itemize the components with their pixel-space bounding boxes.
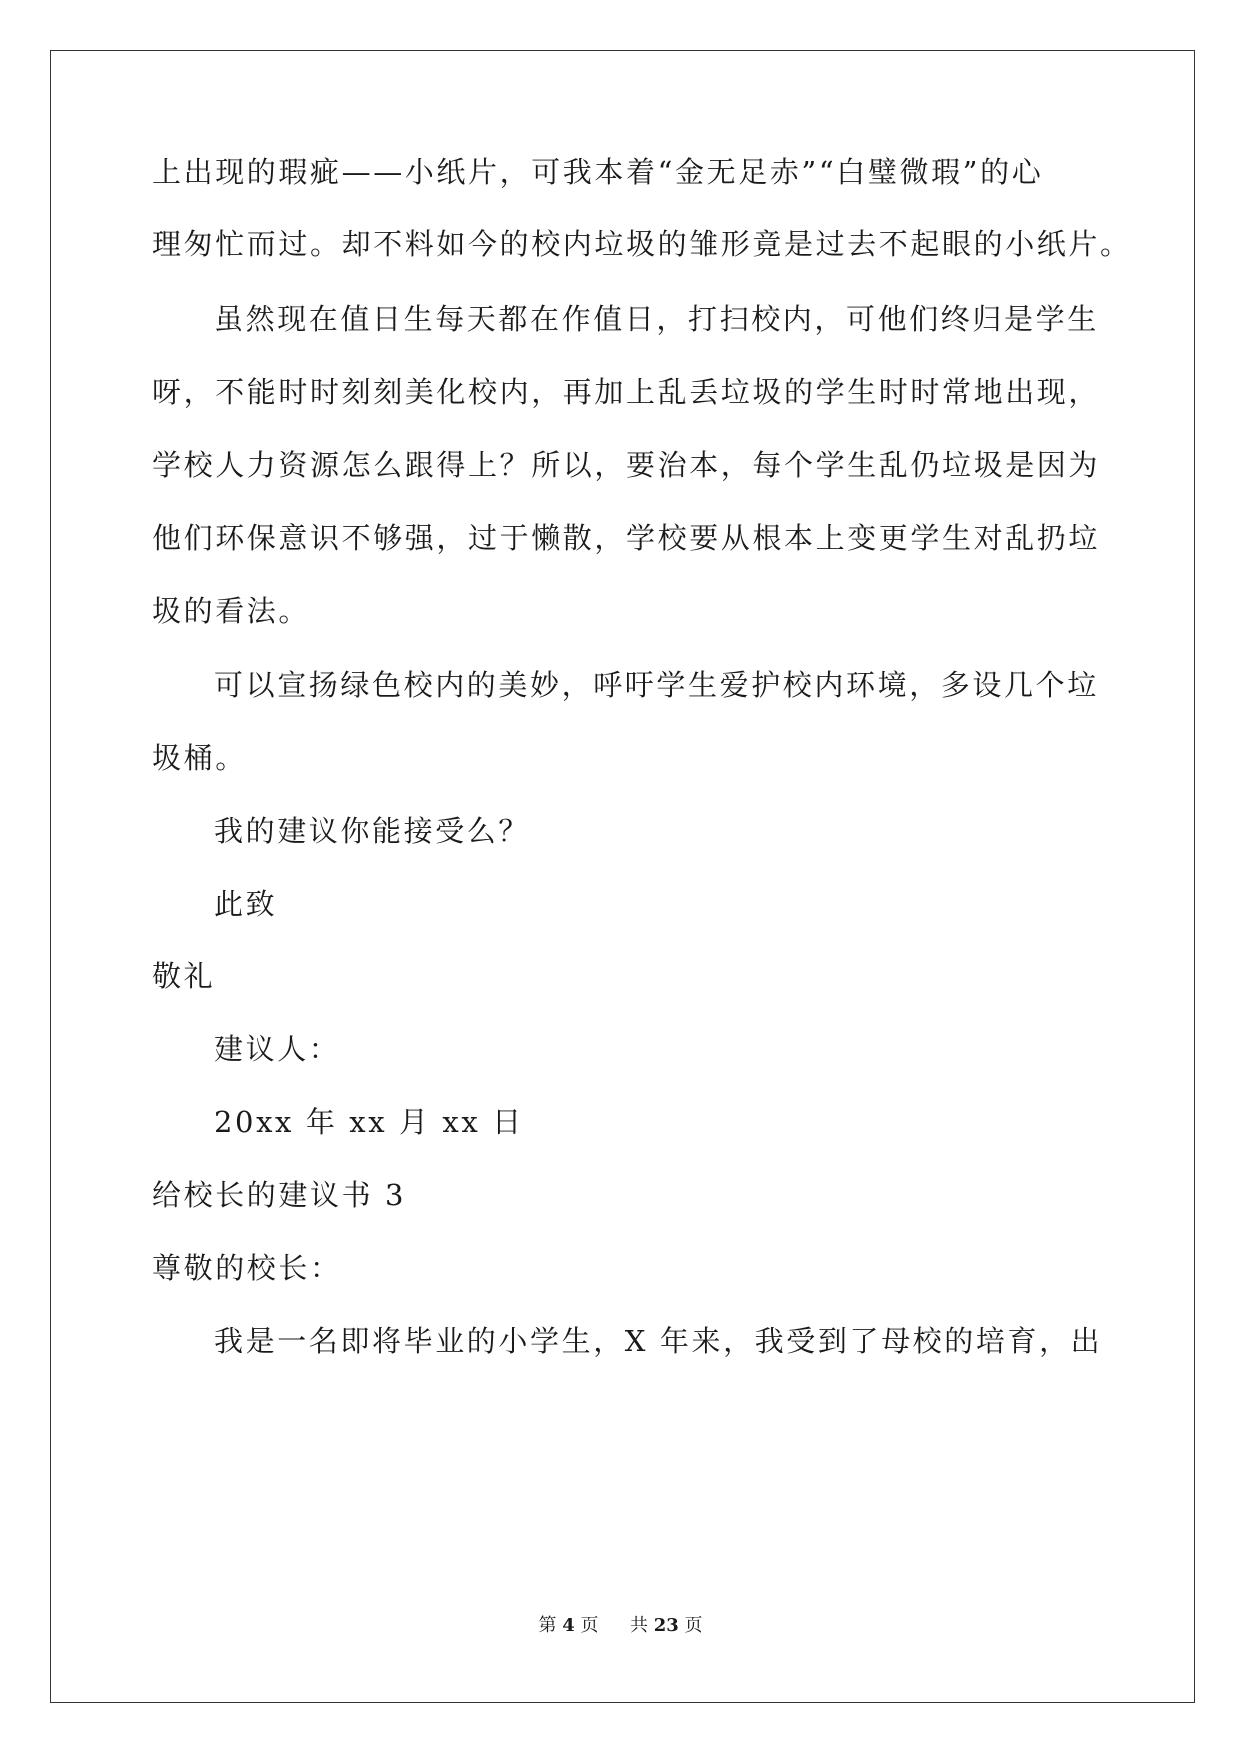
- text-line: 给校长的建议书 3: [152, 1178, 407, 1212]
- text-line: 他们环保意识不够强，过于懒散，学校要从根本上变更学生对乱扔垃: [152, 521, 1101, 555]
- text-line: 理匆忙而过。却不料如今的校内垃圾的雏形竟是过去不起眼的小纸片。: [152, 227, 1132, 261]
- text-line: 圾的看法。: [152, 594, 311, 628]
- footer-prefix: 第: [538, 1615, 557, 1636]
- footer-total-unit: 页: [684, 1615, 703, 1636]
- footer-total-pages: 23: [653, 1615, 679, 1636]
- text-line: 我的建议你能接受么？: [214, 814, 531, 848]
- footer-page-number: 4: [562, 1615, 575, 1636]
- text-line: 建议人：: [214, 1032, 341, 1066]
- text-line: 可以宣扬绿色校内的美妙，呼吁学生爱护校内环境，多设几个垃: [214, 668, 1099, 702]
- text-line: 虽然现在值日生每天都在作值日，打扫校内，可他们终归是学生: [214, 302, 1099, 336]
- text-line: 20xx 年 xx 月 xx 日: [214, 1105, 524, 1139]
- text-line: 敬礼: [152, 959, 216, 993]
- text-line: 呀，不能时时刻刻美化校内，再加上乱丢垃圾的学生时时常地出现，: [152, 375, 1101, 409]
- footer-total-prefix: 共: [629, 1615, 648, 1636]
- text-line: 尊敬的校长：: [152, 1251, 342, 1285]
- page-border: [50, 50, 1195, 1703]
- text-line: 此致: [214, 887, 278, 921]
- text-line: 我是一名即将毕业的小学生，X 年来，我受到了母校的培育，出: [214, 1324, 1103, 1358]
- text-line: 上出现的瑕疵——小纸片，可我本着“金无足赤”“白璧微瑕”的心: [152, 155, 1044, 189]
- page-footer: [0, 1615, 1241, 1637]
- text-line: 圾桶。: [152, 741, 247, 775]
- text-line: 学校人力资源怎么跟得上？所以，要治本，每个学生乱仍垃圾是因为: [152, 448, 1101, 482]
- footer-page-unit: 页: [580, 1615, 599, 1636]
